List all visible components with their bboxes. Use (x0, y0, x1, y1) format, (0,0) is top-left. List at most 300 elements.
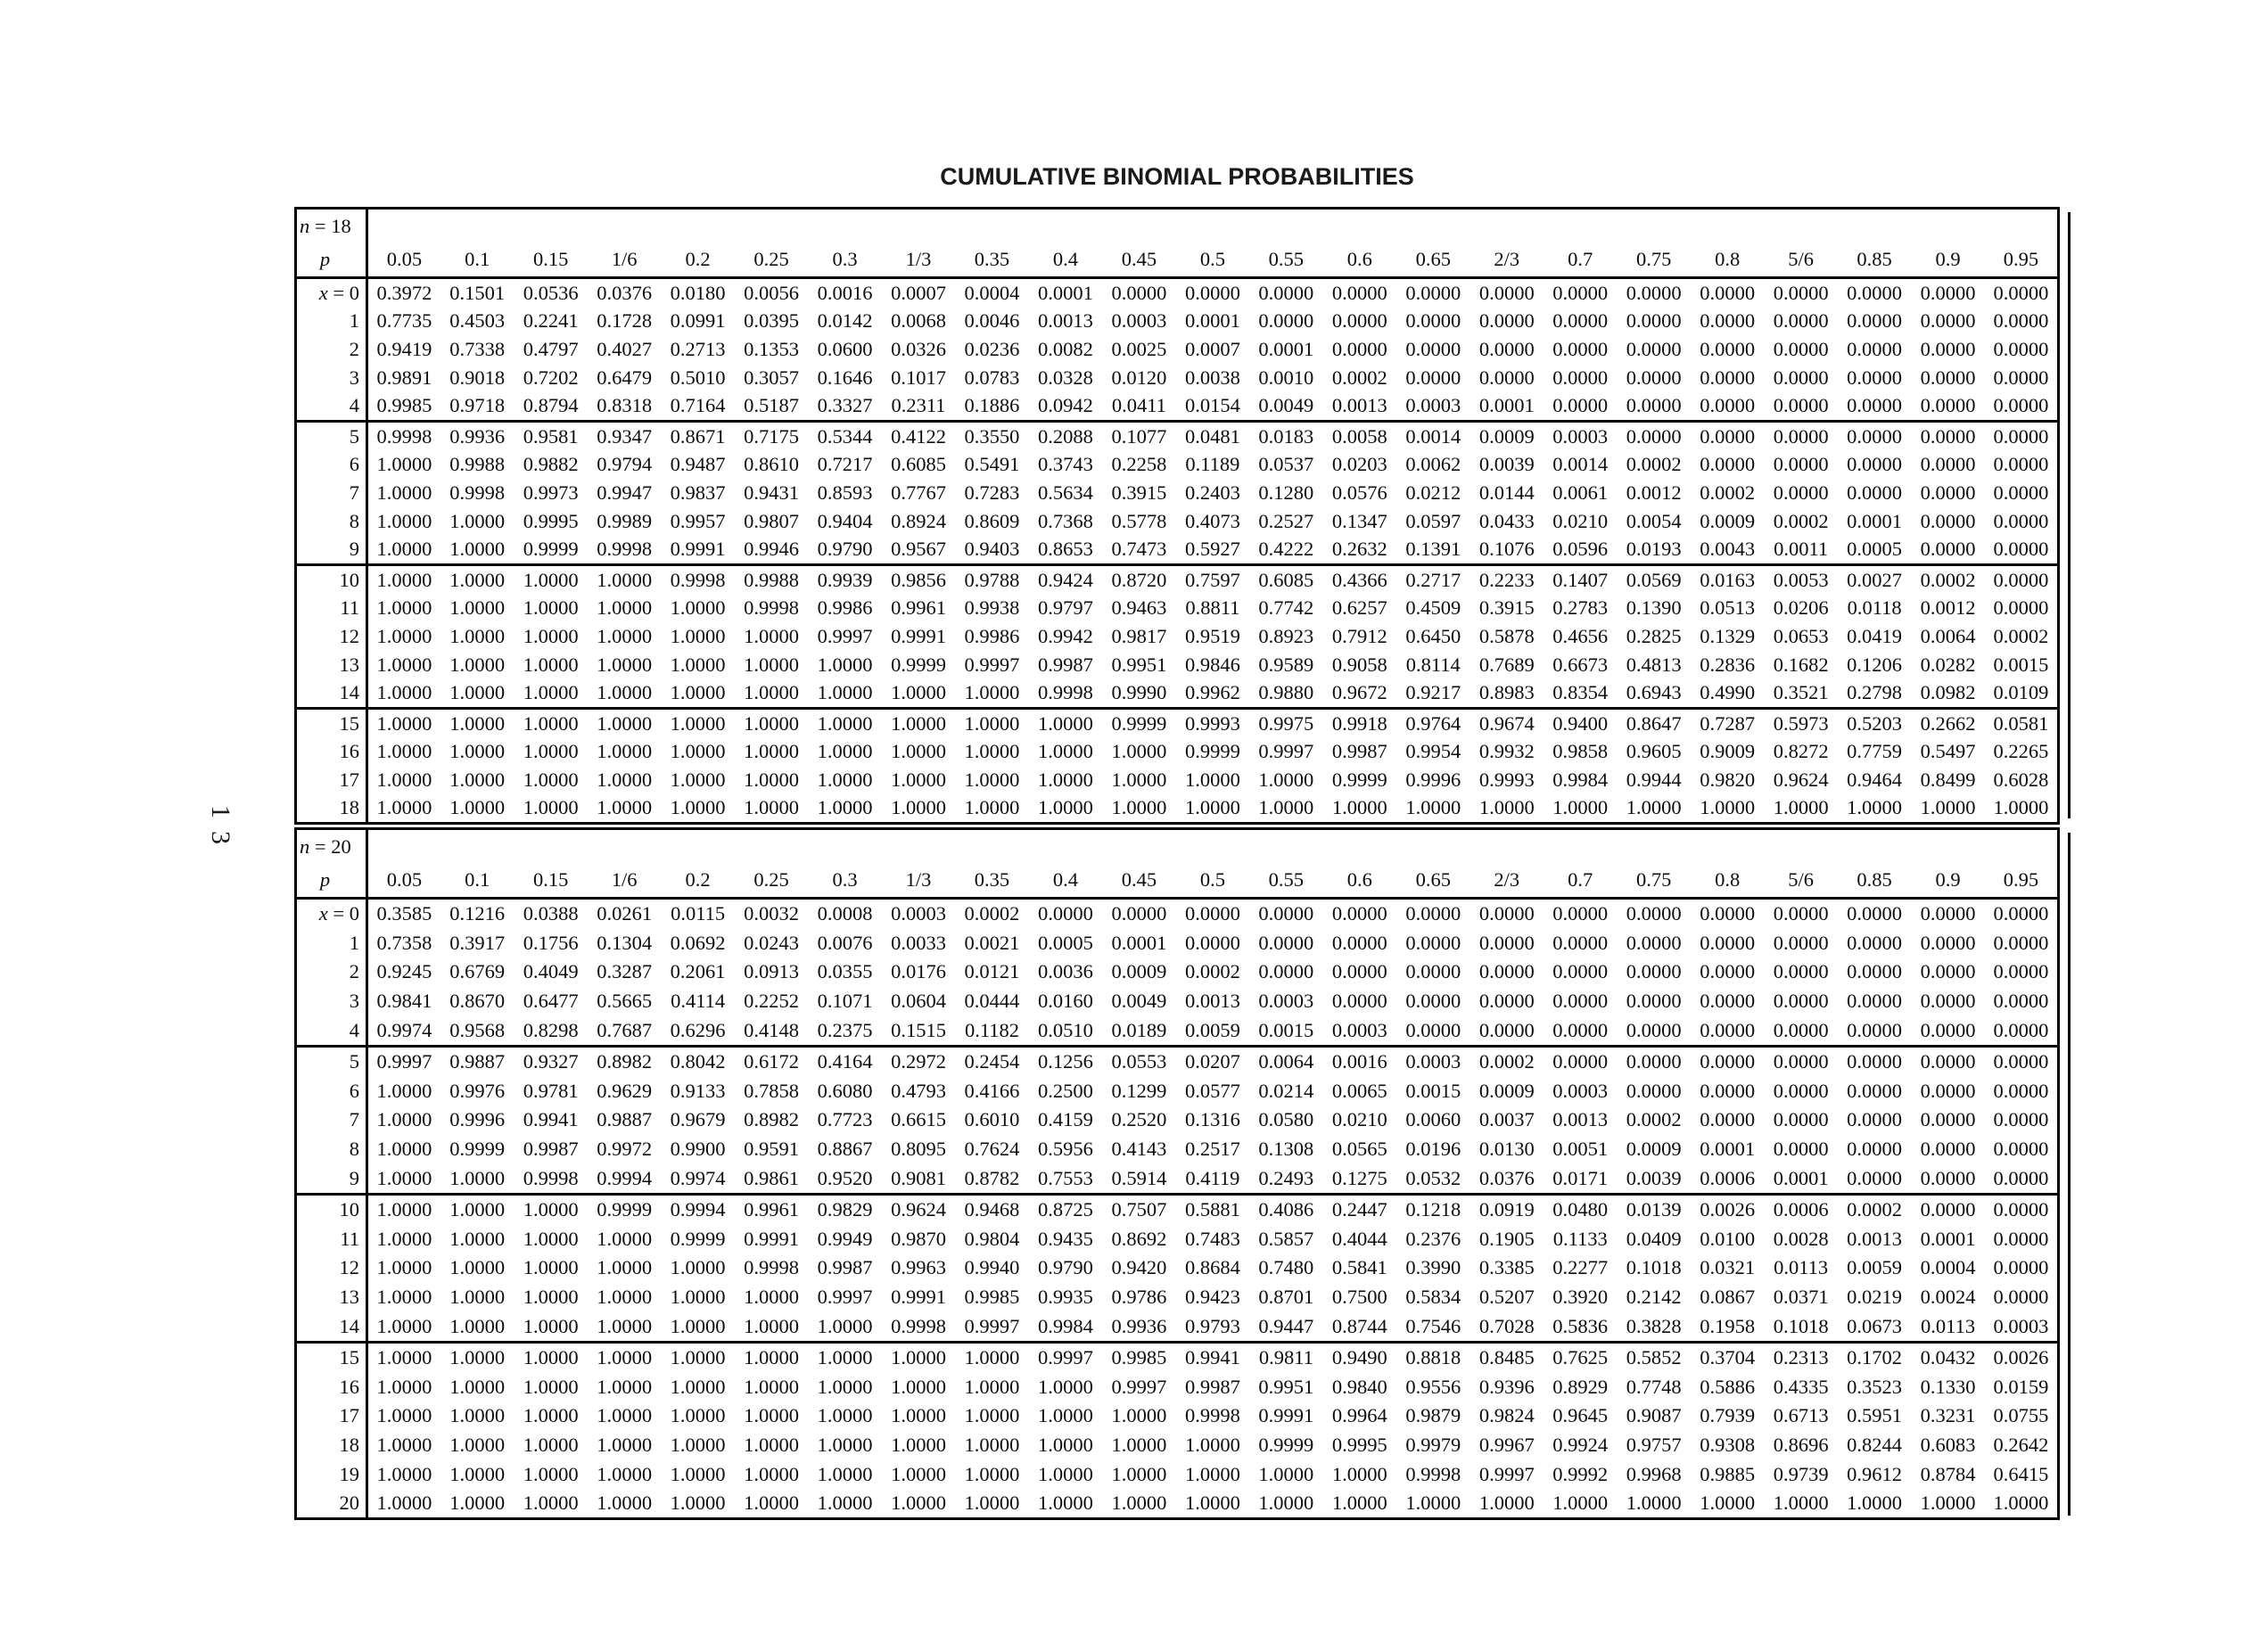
probability-cell: 0.0001 (1470, 391, 1544, 421)
probability-cell: 1.0000 (1773, 1492, 1829, 1515)
probability-cell: 1.0000 (1405, 1492, 1461, 1515)
p-column-header: 5/6 (1764, 243, 1837, 278)
probability-cell: 0.5841 (1331, 1256, 1387, 1279)
probability-cell: 1.0000 (588, 678, 661, 708)
probability-cell: 1.0000 (376, 481, 432, 504)
x-label: 3 (296, 364, 367, 392)
probability-cell: 0.0000 (1626, 366, 1682, 389)
probability-cell: 0.9790 (1038, 1256, 1093, 1279)
probability-cell: 1.0000 (449, 1256, 506, 1279)
probability-cell: 0.0000 (1920, 366, 1976, 389)
probability-cell: 0.7858 (744, 1079, 800, 1102)
probability-cell: 0.0565 (1331, 1138, 1387, 1161)
probability-cell: 0.2375 (808, 1015, 881, 1046)
probability-cell: 0.0000 (1773, 281, 1829, 304)
probability-cell: 0.3704 (1700, 1346, 1756, 1369)
probability-cell: 0.0000 (1552, 337, 1609, 360)
probability-cell: 1.0000 (376, 1079, 432, 1102)
probability-cell: 0.0011 (1764, 535, 1837, 564)
probability-cell: 0.9624 (891, 1198, 946, 1221)
probability-cell: 0.9963 (891, 1256, 946, 1279)
probability-cell: 0.0000 (1405, 902, 1461, 925)
probability-cell: 0.9997 (817, 624, 873, 647)
probability-cell: 0.8354 (1544, 678, 1617, 708)
probability-cell: 0.0913 (744, 960, 800, 983)
probability-cell: 0.0046 (964, 309, 1020, 333)
probability-cell: 0.0000 (1773, 309, 1829, 333)
x-label: 13 (296, 1283, 367, 1312)
probability-cell: 1.0000 (523, 596, 579, 620)
probability-cell: 0.4335 (1773, 1375, 1829, 1398)
probability-cell: 1.0000 (523, 1375, 579, 1398)
x-label: 12 (296, 622, 367, 651)
probability-cell: 0.0000 (1700, 931, 1756, 954)
probability-cell: 0.0000 (1626, 424, 1682, 448)
probability-cell: 0.7338 (449, 337, 506, 360)
x-label: 4 (296, 1015, 367, 1046)
p-column-header: 0.1 (440, 864, 514, 899)
probability-cell: 1.0000 (376, 1286, 432, 1309)
probability-cell: 1.0000 (1847, 796, 1903, 819)
probability-cell: 0.5344 (817, 424, 873, 448)
probability-cell: 0.0000 (1911, 391, 1984, 421)
probability-cell: 0.2717 (1405, 568, 1461, 591)
probability-cell: 0.9924 (1552, 1433, 1609, 1456)
probability-cell: 0.5886 (1700, 1375, 1756, 1398)
probability-cell: 1.0000 (964, 768, 1020, 791)
probability-cell: 0.0036 (1038, 960, 1093, 983)
probability-cell: 0.8794 (514, 391, 587, 421)
probability-cell: 1.0000 (817, 768, 873, 791)
probability-cell: 0.0000 (1993, 337, 2049, 360)
probability-cell: 1.0000 (523, 768, 579, 791)
probability-cell: 1.0000 (1626, 796, 1682, 819)
probability-cell: 0.0000 (1911, 1163, 1984, 1194)
p-label: p (296, 864, 367, 899)
probability-cell: 0.9739 (1773, 1462, 1829, 1485)
probability-cell: 1.0000 (376, 453, 432, 476)
probability-cell: 0.0000 (1700, 1079, 1756, 1102)
probability-cell: 0.8318 (588, 391, 661, 421)
probability-cell: 1.0000 (670, 711, 726, 735)
probability-cell: 0.6479 (597, 366, 653, 389)
probability-cell: 0.0480 (1552, 1198, 1609, 1221)
probability-cell: 0.2233 (1478, 568, 1535, 591)
probability-cell: 0.0433 (1478, 509, 1535, 532)
probability-cell: 0.0000 (1405, 309, 1461, 333)
probability-cell: 0.0000 (1184, 281, 1240, 304)
probability-cell: 0.0673 (1838, 1311, 1911, 1342)
probability-cell: 0.0236 (964, 337, 1020, 360)
probability-cell: 1.0000 (376, 1375, 432, 1398)
probability-cell: 0.0109 (1985, 678, 2059, 708)
probability-cell: 0.0000 (1626, 281, 1682, 304)
table-row-x16 (296, 1373, 2059, 1402)
probability-cell: 0.9308 (1700, 1433, 1756, 1456)
probability-cell: 0.1308 (1258, 1138, 1314, 1161)
probability-cell: 1.0000 (440, 535, 514, 564)
probability-cell: 1.0000 (367, 1311, 440, 1342)
probability-cell: 0.0210 (1331, 1108, 1387, 1131)
x-label: 7 (296, 479, 367, 507)
table-row-x6 (296, 451, 2059, 480)
probability-cell: 0.0100 (1700, 1227, 1756, 1250)
probability-cell: 0.1347 (1331, 509, 1387, 532)
probability-cell: 0.9870 (891, 1227, 946, 1250)
probability-cell: 0.8610 (744, 453, 800, 476)
probability-cell: 0.1206 (1847, 653, 1903, 676)
probability-cell: 1.0000 (1478, 796, 1535, 819)
probability-cell: 0.9781 (523, 1079, 579, 1102)
probability-cell: 0.6257 (1331, 596, 1387, 620)
probability-cell: 1.0000 (376, 1492, 432, 1515)
probability-cell: 0.0000 (1552, 309, 1609, 333)
probability-cell: 0.0000 (1920, 281, 1976, 304)
probability-cell: 0.9991 (891, 624, 946, 647)
probability-cell: 0.9612 (1847, 1462, 1903, 1485)
probability-cell: 1.0000 (367, 678, 440, 708)
probability-cell: 0.9519 (1184, 624, 1240, 647)
probability-cell: 1.0000 (891, 1462, 946, 1485)
probability-cell: 0.0049 (1111, 990, 1167, 1013)
probability-cell: 0.3990 (1405, 1256, 1461, 1279)
probability-cell: 0.0000 (1773, 1079, 1829, 1102)
probability-cell: 0.5973 (1773, 711, 1829, 735)
p-column-header: 5/6 (1764, 864, 1837, 899)
probability-cell: 1.0000 (670, 1462, 726, 1485)
probability-cell: 0.0207 (1184, 1050, 1240, 1073)
probability-cell: 0.9993 (1478, 768, 1535, 791)
probability-cell: 0.2311 (882, 391, 955, 421)
probability-cell: 0.0000 (1847, 281, 1903, 304)
probability-cell: 0.9991 (1258, 1404, 1314, 1427)
probability-cell: 1.0000 (735, 678, 808, 708)
probability-cell: 1.0000 (661, 1311, 734, 1342)
table-row-x14 (296, 1311, 2059, 1342)
probability-cell: 1.0000 (891, 768, 946, 791)
probability-cell: 1.0000 (597, 796, 653, 819)
probability-cell: 0.0160 (1038, 990, 1093, 1013)
probability-cell: 0.9961 (744, 1198, 800, 1221)
probability-cell: 0.6450 (1405, 624, 1461, 647)
cumulative-binomial-table (294, 207, 2060, 825)
probability-cell: 1.0000 (523, 1256, 579, 1279)
probability-cell: 1.0000 (523, 1462, 579, 1485)
probability-cell: 0.0015 (1405, 1079, 1461, 1102)
probability-cell: 0.2713 (670, 337, 726, 360)
probability-cell: 0.0481 (1184, 424, 1240, 448)
probability-cell: 0.6415 (1993, 1462, 2049, 1485)
probability-cell: 1.0000 (597, 740, 653, 763)
probability-cell: 0.0009 (1478, 424, 1535, 448)
probability-cell: 1.0000 (449, 768, 506, 791)
probability-cell: 0.0000 (1331, 902, 1387, 925)
probability-cell: 0.6713 (1773, 1404, 1829, 1427)
probability-cell: 0.0026 (1700, 1198, 1756, 1221)
probability-cell: 0.8647 (1626, 711, 1682, 735)
probability-cell: 0.6172 (744, 1050, 800, 1073)
probability-cell: 0.0203 (1331, 453, 1387, 476)
probability-cell: 0.0016 (1331, 1050, 1387, 1073)
probability-cell: 0.0000 (1985, 1015, 2059, 1046)
probability-cell: 0.7175 (744, 424, 800, 448)
p-column-header: 0.65 (1396, 864, 1470, 899)
probability-cell: 0.1299 (1111, 1079, 1167, 1102)
probability-cell: 0.1702 (1847, 1346, 1903, 1369)
probability-cell: 0.0009 (1626, 1138, 1682, 1161)
probability-cell: 0.9133 (670, 1079, 726, 1102)
probability-cell: 0.9841 (376, 990, 432, 1013)
probability-cell: 0.0060 (1405, 1108, 1461, 1131)
probability-cell: 0.8701 (1258, 1286, 1314, 1309)
probability-cell: 0.8244 (1847, 1433, 1903, 1456)
probability-cell: 0.9951 (1111, 653, 1167, 676)
probability-cell: 0.0000 (1700, 990, 1756, 1013)
probability-cell: 0.0000 (1331, 337, 1387, 360)
probability-cell: 1.0000 (440, 1163, 514, 1194)
probability-cell: 1.0000 (597, 653, 653, 676)
probability-cell: 0.9941 (523, 1108, 579, 1131)
table-row-x10 (296, 1194, 2059, 1224)
probability-cell: 0.0000 (1773, 481, 1829, 504)
probability-cell: 0.9404 (817, 509, 873, 532)
probability-cell: 0.9991 (891, 1286, 946, 1309)
table-row-x17 (296, 766, 2059, 794)
probability-cell: 0.0076 (817, 931, 873, 954)
probability-cell: 0.9820 (1700, 768, 1756, 791)
probability-cell: 1.0000 (1552, 1492, 1609, 1515)
table-row-x18 (296, 1431, 2059, 1460)
probability-cell: 0.0000 (1552, 366, 1609, 389)
probability-cell: 0.2241 (523, 309, 579, 333)
probability-cell: 0.5881 (1184, 1198, 1240, 1221)
probability-cell: 0.0000 (1773, 960, 1829, 983)
probability-cell: 0.0206 (1773, 596, 1829, 620)
probability-cell: 0.4086 (1258, 1198, 1314, 1221)
x-label: 6 (296, 451, 367, 480)
probability-cell: 1.0000 (523, 740, 579, 763)
probability-cell: 0.0001 (1038, 281, 1093, 304)
probability-cell: 0.0000 (1396, 1015, 1470, 1046)
probability-cell: 0.6615 (891, 1108, 946, 1131)
probability-cell: 0.9997 (1111, 1375, 1167, 1398)
probability-cell: 0.9961 (891, 596, 946, 620)
probability-cell: 0.0210 (1552, 509, 1609, 532)
x-label: 18 (296, 794, 367, 824)
x-label: 13 (296, 651, 367, 679)
probability-cell: 0.0537 (1258, 453, 1314, 476)
probability-cell: 0.0000 (1993, 366, 2049, 389)
probability-cell: 1.0000 (955, 678, 1028, 708)
probability-cell: 0.0013 (1038, 309, 1093, 333)
probability-cell: 0.0000 (1773, 1138, 1829, 1161)
probability-cell: 0.6769 (449, 960, 506, 983)
probability-cell: 0.6080 (817, 1079, 873, 1102)
probability-cell: 0.8485 (1478, 1346, 1535, 1369)
probability-cell: 0.9837 (670, 481, 726, 504)
probability-cell: 0.0577 (1184, 1079, 1240, 1102)
probability-cell: 0.9431 (744, 481, 800, 504)
probability-cell: 0.2517 (1184, 1138, 1240, 1161)
probability-cell: 1.0000 (597, 1404, 653, 1427)
probability-cell: 0.9672 (1323, 678, 1396, 708)
probability-cell: 0.2088 (1038, 424, 1093, 448)
probability-cell: 0.4143 (1111, 1138, 1167, 1161)
probability-cell: 1.0000 (449, 1198, 506, 1221)
probability-cell: 0.9998 (670, 568, 726, 591)
probability-cell: 0.0000 (1470, 1015, 1544, 1046)
probability-cell: 1.0000 (744, 1492, 800, 1515)
probability-cell: 0.8720 (1111, 568, 1167, 591)
probability-cell: 0.0000 (1626, 902, 1682, 925)
probability-cell: 0.3385 (1478, 1256, 1535, 1279)
probability-cell: 1.0000 (817, 1492, 873, 1515)
probability-cell: 0.0000 (1920, 902, 1976, 925)
probability-cell: 1.0000 (744, 1462, 800, 1485)
n-header-row (296, 209, 2059, 243)
p-header-row (296, 243, 2059, 278)
probability-cell: 0.5951 (1847, 1404, 1903, 1427)
probability-cell: 1.0000 (1993, 1492, 2049, 1515)
table-row-x4 (296, 1015, 2059, 1046)
probability-cell: 0.9994 (670, 1198, 726, 1221)
probability-cell: 0.9790 (808, 535, 881, 564)
probability-cell: 1.0000 (1552, 796, 1609, 819)
probability-cell: 1.0000 (1626, 1492, 1682, 1515)
binomial-table-n20 (294, 827, 2060, 1520)
probability-cell: 0.0000 (1626, 309, 1682, 333)
probability-cell: 0.9629 (597, 1079, 653, 1102)
x-label: 19 (296, 1459, 367, 1489)
probability-cell: 0.9605 (1626, 740, 1682, 763)
probability-cell: 0.0015 (1993, 653, 2049, 676)
table-row-x4 (296, 391, 2059, 421)
probability-cell: 0.9991 (661, 535, 734, 564)
probability-cell: 0.9984 (1552, 768, 1609, 791)
x-label: 20 (296, 1489, 367, 1519)
probability-cell: 0.3521 (1764, 678, 1837, 708)
probability-cell: 0.0015 (1249, 1015, 1322, 1046)
probability-cell: 0.0051 (1552, 1138, 1609, 1161)
table-row-x17 (296, 1401, 2059, 1431)
probability-cell: 1.0000 (376, 1462, 432, 1485)
probability-cell: 0.9940 (964, 1256, 1020, 1279)
probability-cell: 1.0000 (367, 535, 440, 564)
table-row-x3 (296, 364, 2059, 392)
p-column-header: 0.7 (1544, 864, 1617, 899)
probability-cell: 0.0000 (1993, 1050, 2049, 1073)
n-label: n = 18 (296, 209, 367, 243)
probability-cell: 0.0000 (1847, 366, 1903, 389)
probability-cell: 0.9935 (1038, 1286, 1093, 1309)
probability-cell: 0.7597 (1184, 568, 1240, 591)
probability-cell: 0.0003 (1405, 1050, 1461, 1073)
probability-cell: 1.0000 (670, 1433, 726, 1456)
probability-cell: 0.9994 (588, 1163, 661, 1194)
probability-cell: 0.0068 (891, 309, 946, 333)
p-column-header: 0.75 (1617, 864, 1690, 899)
probability-cell: 0.9794 (597, 453, 653, 476)
n-label: n = 20 (296, 829, 367, 864)
x-label: 5 (296, 421, 367, 450)
p-column-header: 0.4 (1029, 243, 1102, 278)
probability-cell: 0.0000 (1405, 960, 1461, 983)
x-label: x = 0 (296, 899, 367, 929)
probability-cell: 1.0000 (1184, 1433, 1240, 1456)
probability-cell: 1.0000 (817, 1462, 873, 1485)
probability-cell: 0.0000 (1258, 281, 1314, 304)
probability-cell: 0.9998 (882, 1311, 955, 1342)
probability-cell: 0.0000 (1847, 481, 1903, 504)
probability-cell: 0.9997 (964, 653, 1020, 676)
x-label: 9 (296, 1163, 367, 1194)
probability-cell: 1.0000 (1258, 796, 1314, 819)
probability-cell: 0.1133 (1552, 1227, 1608, 1250)
probability-cell: 1.0000 (1038, 1433, 1093, 1456)
probability-cell: 0.9885 (1700, 1462, 1756, 1485)
probability-cell: 0.9997 (1038, 1346, 1093, 1369)
probability-cell: 0.9861 (735, 1163, 808, 1194)
probability-cell: 0.0002 (1626, 1108, 1682, 1131)
probability-cell: 1.0000 (817, 711, 873, 735)
probability-cell: 0.4148 (735, 1015, 808, 1046)
probability-cell: 0.0004 (964, 281, 1020, 304)
probability-cell: 0.0002 (1847, 1198, 1903, 1221)
table-row-x14 (296, 678, 2059, 708)
probability-cell: 0.9087 (1626, 1404, 1682, 1427)
p-column-header: 1/3 (882, 864, 955, 899)
probability-cell: 0.5207 (1478, 1286, 1535, 1309)
table-row-x8 (296, 1135, 2059, 1164)
probability-cell: 1.0000 (1184, 768, 1240, 791)
probability-cell: 0.0118 (1847, 596, 1902, 620)
probability-cell: 1.0000 (735, 1311, 808, 1342)
probability-cell: 1.0000 (891, 740, 946, 763)
probability-cell: 0.9986 (964, 624, 1020, 647)
probability-cell: 0.0355 (817, 960, 873, 983)
probability-cell: 0.0000 (1626, 931, 1682, 954)
probability-cell: 0.8929 (1552, 1375, 1609, 1398)
probability-cell: 0.0037 (1478, 1108, 1535, 1131)
probability-cell: 0.0038 (1184, 366, 1240, 389)
probability-cell: 0.9985 (964, 1286, 1020, 1309)
probability-cell: 0.0000 (1258, 960, 1314, 983)
table-row-x7 (296, 1105, 2059, 1135)
probability-cell: 0.0432 (1920, 1346, 1976, 1369)
probability-cell: 0.0321 (1700, 1256, 1756, 1279)
probability-cell: 0.0007 (891, 281, 946, 304)
probability-cell: 0.6083 (1920, 1433, 1976, 1456)
probability-cell: 0.9840 (1331, 1375, 1387, 1398)
probability-cell: 0.0419 (1847, 624, 1903, 647)
probability-cell: 1.0000 (882, 678, 955, 708)
probability-cell: 0.0000 (1626, 960, 1682, 983)
probability-cell: 1.0000 (449, 711, 506, 735)
probability-cell: 0.9996 (449, 1108, 506, 1131)
probability-cell: 0.0000 (1847, 309, 1903, 333)
probability-cell: 1.0000 (1038, 796, 1093, 819)
probability-cell: 0.0653 (1773, 624, 1829, 647)
probability-cell: 1.0000 (964, 1462, 1020, 1485)
probability-cell: 0.0003 (1552, 1079, 1609, 1102)
probability-cell: 0.0580 (1258, 1108, 1314, 1131)
probability-cell: 0.9951 (1258, 1375, 1314, 1398)
probability-cell: 0.4793 (891, 1079, 946, 1102)
probability-cell: 0.3057 (744, 366, 800, 389)
probability-cell: 0.1280 (1258, 481, 1314, 504)
probability-cell: 0.3972 (376, 281, 432, 304)
probability-cell: 0.0163 (1700, 568, 1756, 591)
